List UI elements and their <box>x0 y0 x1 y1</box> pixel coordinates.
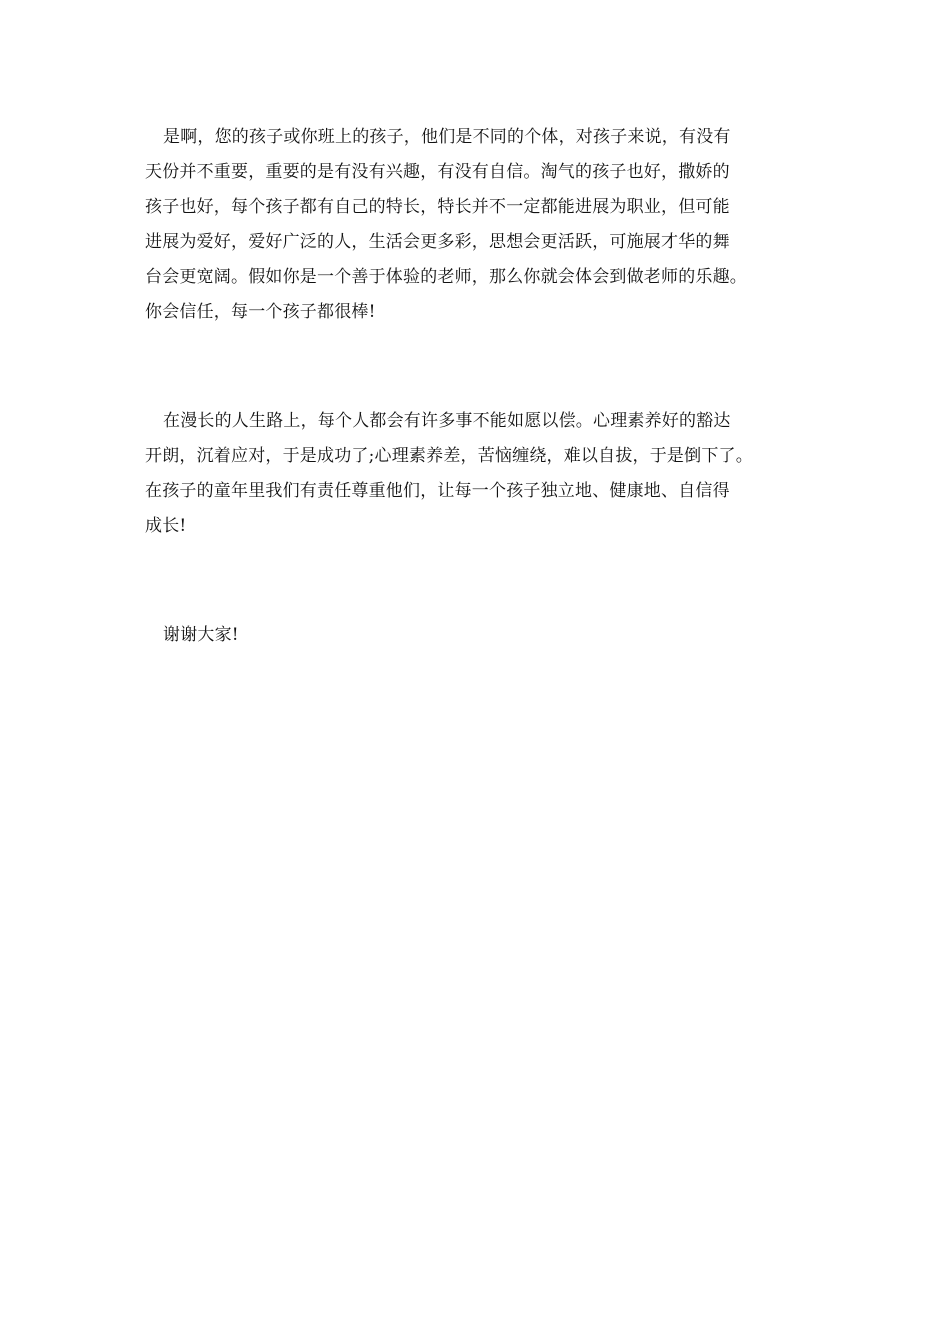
paragraph-1-line-5: 台会更宽阔。假如你是一个善于体验的老师，那么你就会体会到做老师的乐趣。 <box>145 267 747 287</box>
paragraph-1-line-4: 进展为爱好，爱好广泛的人，生活会更多彩，思想会更活跃，可施展才华的舞 <box>145 232 730 252</box>
paragraph-1-line-6: 你会信任，每一个孩子都很棒! <box>145 302 376 322</box>
paragraph-2-line-2: 开朗，沉着应对，于是成功了;心理素养差，苦恼缠绕，难以自拔，于是倒下了。 <box>145 446 753 466</box>
paragraph-1-line-3: 孩子也好，每个孩子都有自己的特长，特长并不一定都能进展为职业，但可能 <box>145 197 730 217</box>
closing-line: 谢谢大家! <box>163 625 239 645</box>
paragraph-2-line-4: 成长! <box>145 516 187 536</box>
paragraph-1-line-1: 是啊，您的孩子或你班上的孩子，他们是不同的个体，对孩子来说，有没有 <box>163 127 731 147</box>
paragraph-1-line-2: 天份并不重要，重要的是有没有兴趣，有没有自信。淘气的孩子也好，撒娇的 <box>145 162 730 182</box>
paragraph-2-line-1: 在漫长的人生路上，每个人都会有许多事不能如愿以偿。心理素养好的豁达 <box>163 411 731 431</box>
paragraph-2-line-3: 在孩子的童年里我们有责任尊重他们，让每一个孩子独立地、健康地、自信得 <box>145 481 730 501</box>
